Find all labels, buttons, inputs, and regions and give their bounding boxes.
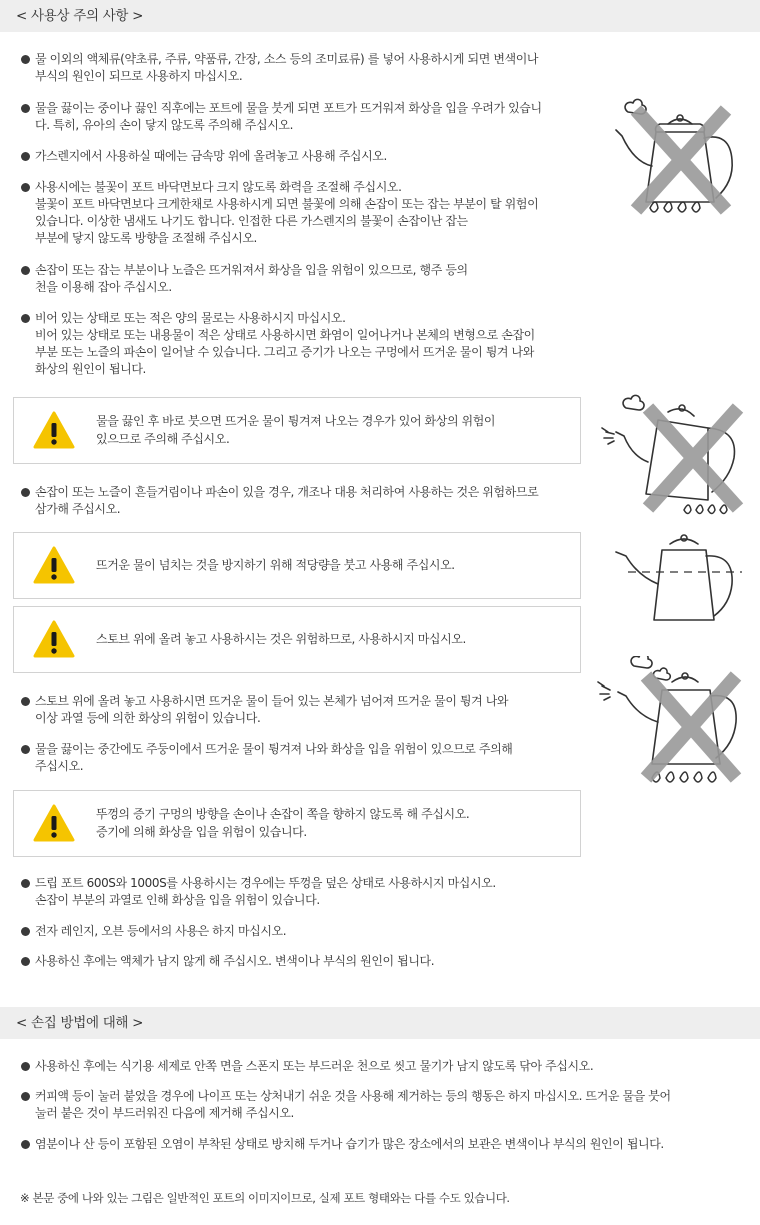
warning-icon [33, 620, 75, 658]
kettle-stove-splash-crossed-illustration [596, 656, 746, 790]
warning-box-3 [13, 606, 581, 673]
care-item-3: 염분이나 산 등이 포함된 오염이 부착된 상태로 방치해 두거나 습기가 많은 장소에서의 보관은 변색이나 부식의 원인이 됩니다. [21, 1136, 664, 1153]
warning-box-2 [13, 532, 581, 599]
usage-item-9: 물을 끓이는 중간에도 주둥이에서 뜨거운 물이 튕겨져 나와 화상을 입을 위험이 있으므로 주의해 주십시오. [21, 741, 512, 775]
kettle-on-flame-crossed-illustration [606, 96, 746, 226]
kettle-splash-crossed-illustration [598, 392, 748, 522]
usage-item-3: 가스렌지에서 사용하실 때에는 금속망 위에 올려놓고 사용해 주십시오. [21, 148, 387, 165]
usage-item-7: 손잡이 또는 노즐이 흔들거림이나 파손이 있을 경우, 개조나 대용 처리하여 사용하는 것은 위험하므로 삼가해 주십시오. [21, 484, 538, 518]
warning-text-2: 뜨거운 물이 넘치는 것을 방지하기 위해 적당량을 붓고 사용해 주십시오. [96, 558, 455, 572]
footnote: ※ 본문 중에 나와 있는 그림은 일반적인 포트의 이미지이므로, 실제 포트 형태와는 다를 수도 있습니다. [20, 1191, 510, 1205]
warning-icon [33, 546, 75, 584]
warning-box-4 [13, 790, 581, 857]
usage-item-4: 사용시에는 불꽃이 포트 바닥면보다 크지 않도록 화력을 조절해 주십시오. 불꽃이 포트 바닥면보다 크게한채로 사용하시게 되면 불꽃에 의해 손잡이 또는 잡는 부분이 탈 위험이 있습니다. 이상한 냄새도 나기도 합니다. 인접한 다른 가스렌지의 불꽃이 손잡이난 잡는 부분에 닿지 않도록 방향을 조절해 주십시오. [21, 179, 538, 247]
usage-item-6: 비어 있는 상태로 또는 적은 양의 물로는 사용하시지 마십시오. 비어 있는 상태로 또는 내용물이 적은 상태로 사용하시면 화염이 일어나거나 본체의 변형으로 손잡이 부분 또는 노즐의 파손이 일어날 수 있습니다. 그리고 증기가 나오는 구멍에서 뜨거운 물이 튕겨 나와 화상의 원인이 됩니다. [21, 310, 535, 378]
usage-item-2: 물을 끓이는 중이나 끓인 직후에는 포트에 물을 붓게 되면 포트가 뜨거워져 화상을 입을 우려가 있습니 다. 특히, 유아의 손이 닿지 않도록 주의해 주십시오. [21, 100, 542, 134]
usage-item-12: 사용하신 후에는 액체가 남지 않게 해 주십시오. 변색이나 부식의 원인이 됩니다. [21, 953, 434, 970]
warning-text-1: 물을 끓인 후 바로 붓으면 뜨거운 물이 튕겨져 나오는 경우가 있어 화상의 위험이 있으므로 주의해 주십시오. [96, 414, 496, 446]
usage-item-5: 손잡이 또는 잡는 부분이나 노즐은 뜨거워져서 화상을 입을 위험이 있으므로, 행주 등의 천을 이용해 잡아 주십시오. [21, 262, 468, 296]
usage-item-8: 스토브 위에 올려 놓고 사용하시면 뜨거운 물이 들어 있는 본체가 넘어져 뜨거운 물이 튕겨 나와 이상 과열 등에 의한 화상의 위험이 있습니다. [21, 693, 508, 727]
care-item-2: 커피액 등이 눌러 붙었을 경우에 나이프 또는 상처내기 쉬운 것을 사용해 제거하는 등의 행동은 하지 마십시오. 뜨거운 물을 붓어 눌러 붙은 것이 부드러워진 다음에 제거해 주십시오. [21, 1088, 671, 1122]
kettle-fill-line-illustration [608, 528, 748, 628]
care-item-1: 사용하신 후에는 식기용 세제로 안쪽 면을 스폰지 또는 부드러운 천으로 씻고 물기가 남지 않도록 닦아 주십시오. [21, 1058, 593, 1075]
warning-icon [33, 804, 75, 842]
usage-section-header: < 사용상 주의 사항 > [0, 0, 760, 32]
usage-item-11: 전자 레인지, 오븐 등에서의 사용은 하지 마십시오. [21, 923, 286, 940]
warning-text-4: 뚜껑의 증기 구멍의 방향을 손이나 손잡이 쪽을 향하지 않도록 해 주십시오. 증기에 의해 화상을 입을 위험이 있습니다. [96, 807, 470, 839]
care-section-header: < 손집 방법에 대해 > [0, 1007, 760, 1039]
usage-item-1: 물 이외의 액체류(약초류, 주류, 약품류, 간장, 소스 등의 조미료류) 를 넣어 사용하시게 되면 변색이나 부식의 원인이 되므로 사용하지 마십시오. [21, 51, 538, 85]
warning-text-3: 스토브 위에 올려 놓고 사용하시는 것은 위험하므로, 사용하시지 마십시오. [96, 632, 466, 646]
usage-item-10: 드립 포트 600S와 1000S를 사용하시는 경우에는 뚜껑을 덮은 상태로 사용하시지 마십시오. 손잡이 부분의 과열로 인해 화상을 입을 위험이 있습니다. [21, 875, 496, 909]
warning-box-1 [13, 397, 581, 464]
warning-icon [33, 411, 75, 449]
